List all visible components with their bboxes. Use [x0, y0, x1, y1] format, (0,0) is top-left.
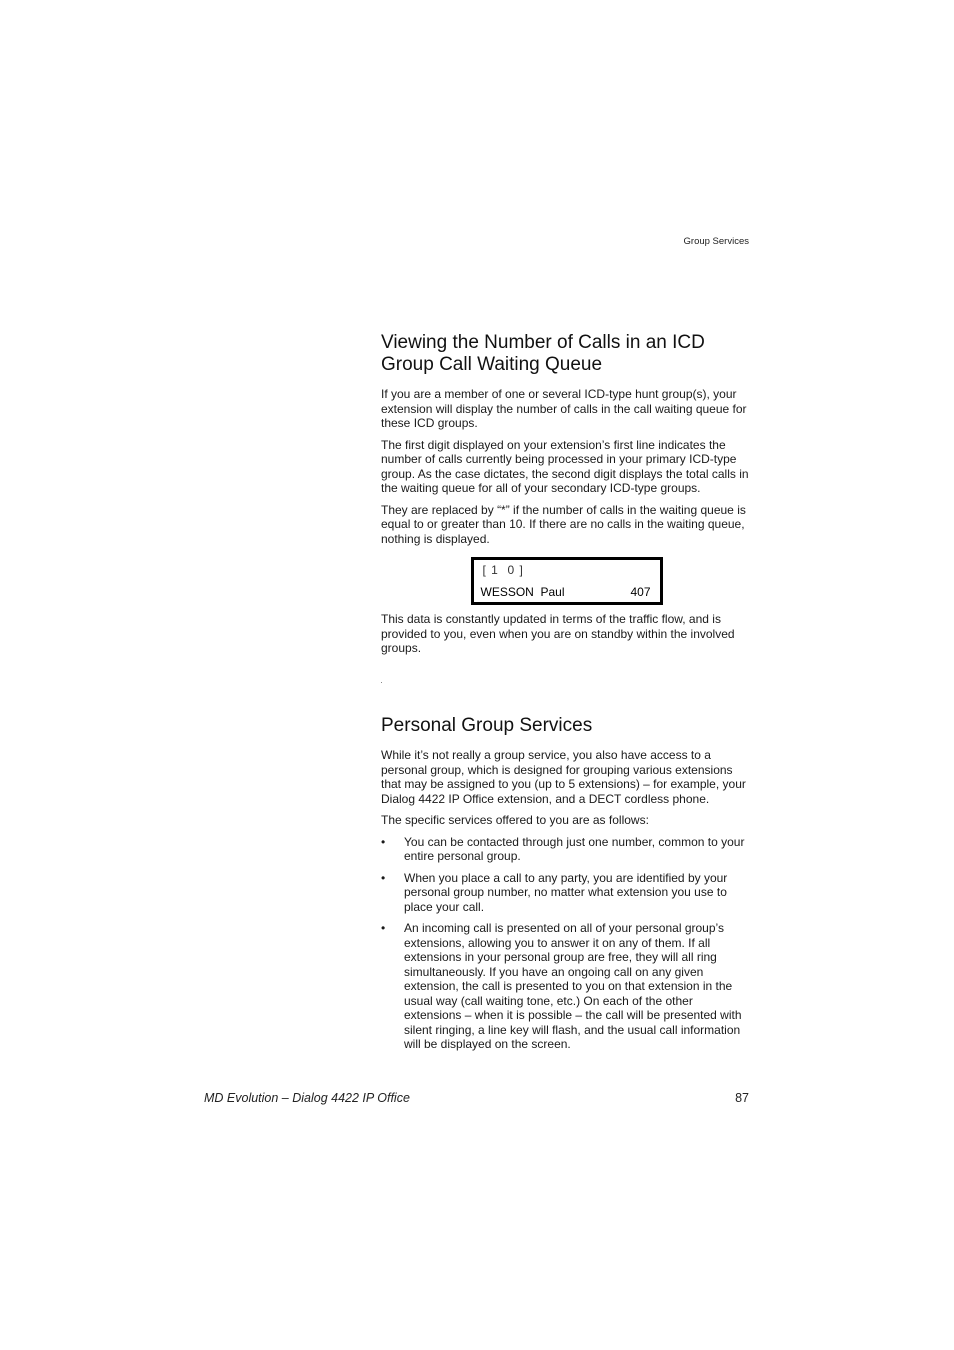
paragraph: While it’s not really a group service, you also have access to a personal group, which is designed for grouping various extensions that may be assigned to you (up to 5 extensions) – for example, your Dialog 4422 IP Office extension, and a DECT cordless phone. [381, 748, 746, 806]
display-queue-counter: [ 1 0 ] [482, 563, 524, 577]
display-caller-line [481, 585, 651, 599]
section-personal-group [381, 715, 749, 1059]
bullet-icon: • [381, 921, 386, 935]
section-title: Viewing the Number of Calls in an ICD Group Call Waiting Queue [381, 332, 705, 375]
bullet-icon: • [381, 834, 386, 849]
section-icd-queue [381, 332, 749, 663]
list-item [381, 921, 749, 1052]
paragraph: The specific services offered to you are as follows: [381, 813, 649, 827]
running-header: Group Services [683, 236, 749, 247]
paragraph: They are replaced by “*” if the number of calls in the waiting queue is equal to or greater than 10. If there are no calls in the waiting queue, nothing is displayed. [381, 502, 746, 546]
bullet-icon: • [381, 870, 386, 885]
stray-dot [381, 682, 382, 683]
section-title: Personal Group Services [381, 715, 593, 736]
paragraph: The first digit displayed on your extension’s first line indicates the number of calls currently being processed in your primary ICD-type group. As the case dictates, the second digit displays the total calls in the waiting queue for all of your secondary ICD-type groups. [381, 437, 749, 495]
list-item [381, 871, 749, 915]
footer-doc-title: MD Evolution – Dialog 4422 IP Office [204, 1091, 410, 1105]
phone-display [471, 557, 663, 605]
list-item-text: An incoming call is presented on all of your personal group’s extensions, allowing you to answer it on any of them. If all extensions in your personal group are free, they will all ring simultaneously. If you have an ongoing call on any given extension, the call is presented to you on that extension in the usual way (call waiting tone, etc.) On each of the other extensions – when it is possible – the call will be presented with silent ringing, a line key will flash, and the usual call information will be displayed on the screen. [404, 921, 742, 1051]
phone-display-figure [381, 557, 749, 605]
list-item-text: When you place a call to any party, you are identified by your personal group number, no matter what extension you use to place your call. [404, 870, 728, 914]
display-caller-name: WESSON Paul [480, 585, 565, 599]
list-item [381, 835, 749, 864]
list-item-text: You can be contacted through just one number, common to your entire personal group. [404, 834, 745, 863]
display-extension-number: 407 [630, 585, 651, 599]
services-list [381, 835, 749, 1052]
paragraph: This data is constantly updated in terms of the traffic flow, and is provided to you, even when you are on standby within the involved groups. [381, 612, 735, 655]
footer-page-number: 87 [735, 1091, 749, 1105]
paragraph: If you are a member of one or several ICD-type hunt group(s), your extension will display the number of calls in the call waiting queue for these ICD groups. [381, 387, 747, 430]
